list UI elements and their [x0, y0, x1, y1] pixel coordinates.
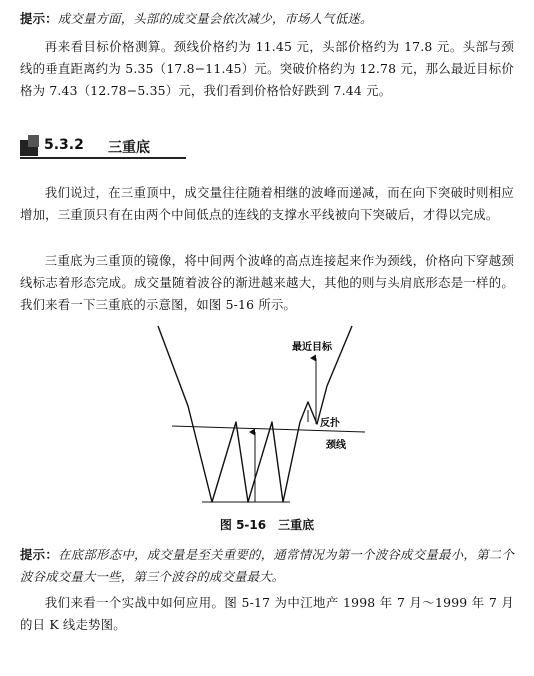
paragraph-practice: 我们来看一个实战中如何应用。图 5-17 为中江地产 1998 年 7 月～1999 年 7 月的日 K 线走势图。 [20, 595, 514, 632]
section-heading [20, 135, 186, 159]
paragraph-target-price: 再来看目标价格测算。颈线价格约为 11.45 元，头部价格约为 17.8 元。头部与颈线的垂直距离约为 5.35（17.8−11.45）元。突破价格约为 12.78 元，那么最近目标价格为 7.43（12.78−5.35）元，我们看到价格恰好跌到 7.44 元。 [20, 39, 514, 98]
section-number: 5.3.2 [44, 137, 84, 153]
label-neckline: 颈线 [326, 440, 346, 451]
note-top-text: 成交量方面，头部的成交量会依次减少，市场人气低迷。 [57, 11, 373, 26]
note-bottom-label: 提示： [20, 547, 59, 562]
label-pullback: 反扑 [320, 418, 340, 429]
paragraph-triple-bottom: 三重底为三重顶的镜像，将中间两个波峰的高点连接起来作为颈线，价格向下穿越颈线标志着形态完成。成交量随着波谷的渐进越来越大，其他的则与头肩底形态是一样的。我们来看一下三重底的示意图，如图 5-16 所示。 [20, 253, 514, 312]
heading-marker-icon-accent [28, 135, 39, 147]
note-bottom [20, 544, 514, 588]
note-bottom-text: 在底部形态中，成交量是至关重要的，通常情况为第一个波谷成交量最小，第二个波谷成交量大一些，第三个波谷的成交量最大。 [20, 547, 514, 584]
figure-caption: 图 5-16 三重底 [219, 518, 315, 532]
label-target: 最近目标 [292, 342, 332, 353]
section-title: 三重底 [108, 140, 150, 156]
heading-underline [20, 157, 186, 159]
triple-bottom-diagram [150, 324, 380, 514]
note-top [20, 8, 514, 30]
note-top-label: 提示： [20, 11, 58, 26]
paragraph-triple-top-volume: 我们说过，在三重顶中，成交量往往随着相继的波峰而递减，而在向下突破时则相应增加，三重顶只有在由两个中间低点的连线的支撑水平线被向下突破后，才得以完成。 [20, 185, 514, 222]
